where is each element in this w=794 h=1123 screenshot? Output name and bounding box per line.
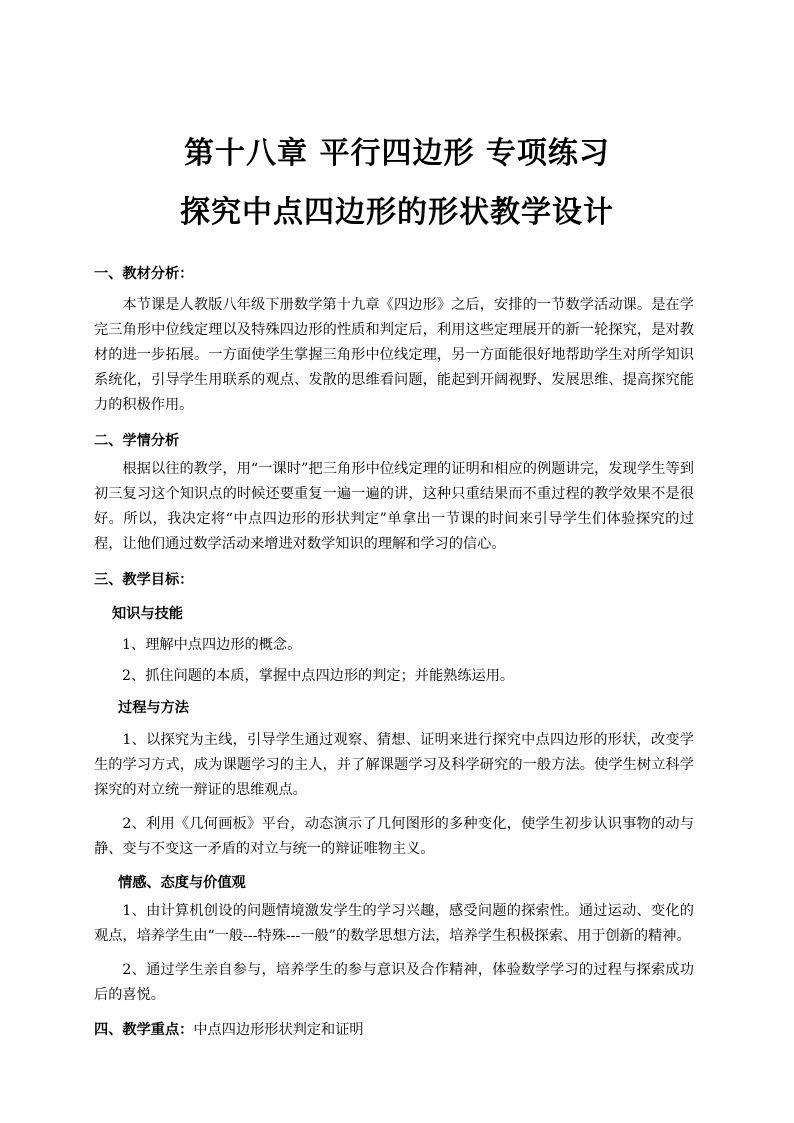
process-paragraph-2: 2、利用《几何画板》平台，动态演示了几何图形的多种变化，使学生初步认识事物的动与静、变与不变这一矛盾的对立与统一的辩证唯物主义。 xyxy=(94,816,694,857)
chapter-title: 第十八章 平行四边形 专项练习 xyxy=(184,136,610,171)
lesson-title: 探究中点四边形的形状教学设计 xyxy=(180,195,614,230)
document-body xyxy=(94,262,694,1042)
section-heading-teaching-goals: 三、教学目标： xyxy=(94,572,194,588)
section-heading-student-analysis: 二、学情分析 xyxy=(94,433,180,449)
knowledge-item-1: 1、理解中点四边形的概念。 xyxy=(122,637,302,653)
section-heading-material-analysis: 一、教材分析： xyxy=(94,266,194,282)
section-heading-teaching-focus xyxy=(94,1018,694,1042)
teaching-focus-label: 四、教学重点： xyxy=(94,1022,194,1038)
student-analysis-paragraph: 根据以往的教学，用“一课时”把三角形中位线定理的证明和相应的例题讲完，发现学生等到初三复习这个知识点的时候还要重复一遍一遍的讲，这种只重结果而不重过程的教学效果不是很好。所以，我决定将“中点四边形的形状判定”单拿出一节课的时间来引导学生们体验探究的过程，让他们通过数学活动来增进对数学知识的理解和学习的信心。 xyxy=(94,461,694,552)
knowledge-item-2: 2、抓住问题的本质，掌握中点四边形的判定；并能熟练运用。 xyxy=(122,668,515,684)
subheading-emotion-values: 情感、态度与价值观 xyxy=(118,875,246,891)
subheading-process-methods: 过程与方法 xyxy=(118,700,189,716)
emotion-paragraph-2: 2、通过学生亲自参与，培养学生的参与意识及合作精神，体验数学学习的过程与探索成功后的喜悦。 xyxy=(94,962,694,1003)
material-analysis-paragraph: 本节课是人教版八年级下册数学第十九章《四边形》之后，安排的一节数学活动课。是在学完三角形中位线定理以及特殊四边形的性质和判定后，利用这些定理展开的新一轮探究，是对教材的进一步拓展。一方面使学生掌握三角形中位线定理，另一方面能很好地帮助学生对所学知识系统化，引导学生用联系的观点、发散的思维看问题，能起到开阔视野、发展思维、提高探究能力的积极作用。 xyxy=(94,297,694,413)
teaching-focus-text: 中点四边形形状判定和证明 xyxy=(193,1022,364,1038)
process-paragraph-1: 1、以探究为主线，引导学生通过观察、猜想、证明来进行探究中点四边形的形状，改变学生的学习方式，成为课题学习的主人，并了解课题学习及科学研究的一般方法。使学生树立科学探究的对立统一辩证的思维观点。 xyxy=(94,732,694,798)
subheading-knowledge-skills: 知识与技能 xyxy=(112,606,183,622)
emotion-paragraph-1: 1、由计算机创设的问题情境激发学生的学习兴趣，感受问题的探索性。通过运动、变化的观点，培养学生由“一般---特殊---一般”的数学思想方法，培养学生积极探索、用于创新的精神。 xyxy=(94,903,694,944)
